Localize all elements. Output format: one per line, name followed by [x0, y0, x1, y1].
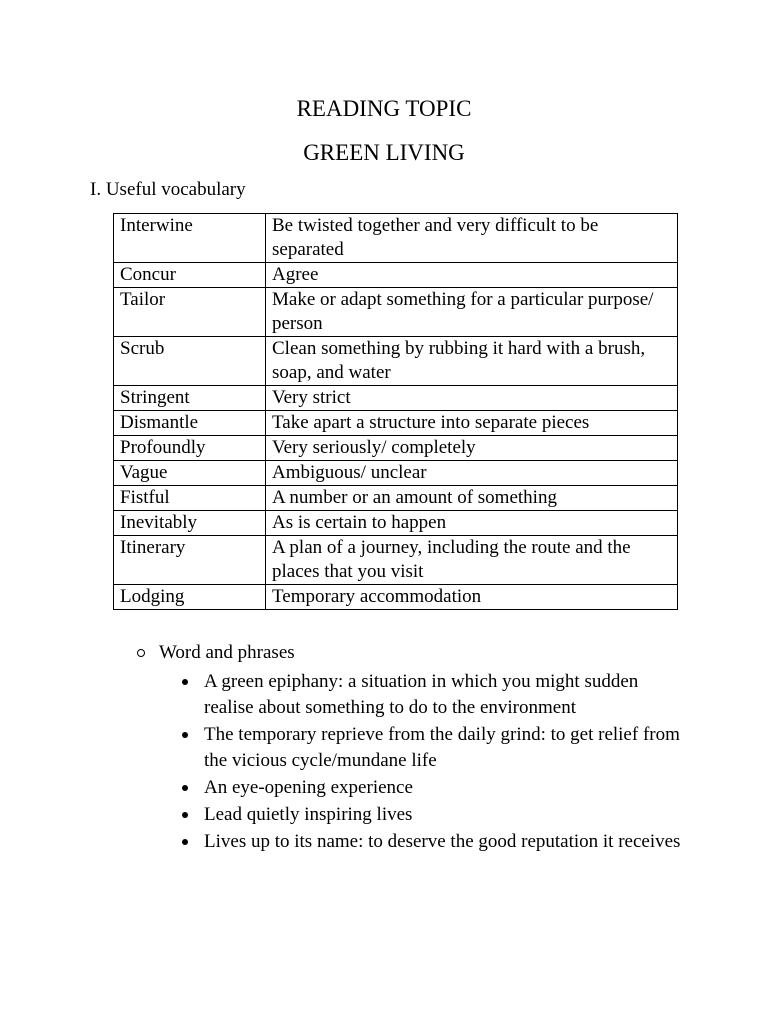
table-row — [114, 486, 678, 511]
phrase-text: A green epiphany: a situation in which you might sudden realise about something to do to the environment — [204, 671, 639, 718]
list-item — [182, 722, 682, 774]
vocab-definition: Ambiguous/ unclear — [266, 461, 678, 486]
list-item — [182, 829, 682, 855]
vocab-definition: A number or an amount of something — [266, 486, 678, 511]
bullet-dot-icon — [182, 732, 188, 738]
table-row — [114, 536, 678, 585]
vocab-definition: Clean something by rubbing it hard with a brush, soap, and water — [266, 337, 678, 386]
phrases-list — [137, 669, 682, 855]
table-row — [114, 436, 678, 461]
bullet-dot-icon — [182, 785, 188, 791]
vocab-term: Profoundly — [114, 436, 266, 461]
vocab-term: Dismantle — [114, 411, 266, 436]
vocab-definition: A plan of a journey, including the route and the places that you visit — [266, 536, 678, 585]
table-row — [114, 214, 678, 263]
vocab-term: Tailor — [114, 288, 266, 337]
bullet-dot-icon — [182, 679, 188, 685]
table-row — [114, 288, 678, 337]
vocabulary-table — [113, 213, 678, 610]
list-item — [182, 775, 682, 801]
vocab-term: Lodging — [114, 585, 266, 610]
phrase-text: The temporary reprieve from the daily grind: to get relief from the vicious cycle/mundane life — [204, 724, 680, 771]
vocab-term: Interwine — [114, 214, 266, 263]
phrase-text: Lead quietly inspiring lives — [204, 804, 413, 825]
vocab-term: Vague — [114, 461, 266, 486]
phrase-text: An eye-opening experience — [204, 777, 413, 798]
table-row — [114, 461, 678, 486]
vocab-term: Inevitably — [114, 511, 266, 536]
phrases-heading-item — [137, 640, 697, 666]
list-item — [182, 669, 682, 721]
page-subtitle: GREEN LIVING — [303, 140, 465, 165]
table-row — [114, 511, 678, 536]
section-heading: I. Useful vocabulary — [90, 179, 246, 200]
vocab-term: Stringent — [114, 386, 266, 411]
page-title: READING TOPIC — [296, 96, 472, 121]
hollow-circle-bullet-icon — [137, 649, 145, 657]
table-row — [114, 411, 678, 436]
bullet-dot-icon — [182, 812, 188, 818]
bullet-dot-icon — [182, 839, 188, 845]
table-row — [114, 585, 678, 610]
vocab-definition: Very seriously/ completely — [266, 436, 678, 461]
vocab-term: Concur — [114, 263, 266, 288]
vocab-definition: Take apart a structure into separate pieces — [266, 411, 678, 436]
table-row — [114, 263, 678, 288]
vocab-definition: Agree — [266, 263, 678, 288]
phrase-text: Lives up to its name: to deserve the good reputation it receives — [204, 831, 681, 852]
list-item — [182, 802, 682, 828]
phrases-heading: Word and phrases — [159, 642, 295, 663]
phrases-section — [137, 640, 697, 856]
vocab-term: Scrub — [114, 337, 266, 386]
vocab-definition: As is certain to happen — [266, 511, 678, 536]
vocab-term: Itinerary — [114, 536, 266, 585]
vocab-definition: Very strict — [266, 386, 678, 411]
vocab-term: Fistful — [114, 486, 266, 511]
vocab-definition: Temporary accommodation — [266, 585, 678, 610]
vocab-definition: Make or adapt something for a particular purpose/ person — [266, 288, 678, 337]
vocab-definition: Be twisted together and very difficult to be separated — [266, 214, 678, 263]
table-row — [114, 337, 678, 386]
table-row — [114, 386, 678, 411]
